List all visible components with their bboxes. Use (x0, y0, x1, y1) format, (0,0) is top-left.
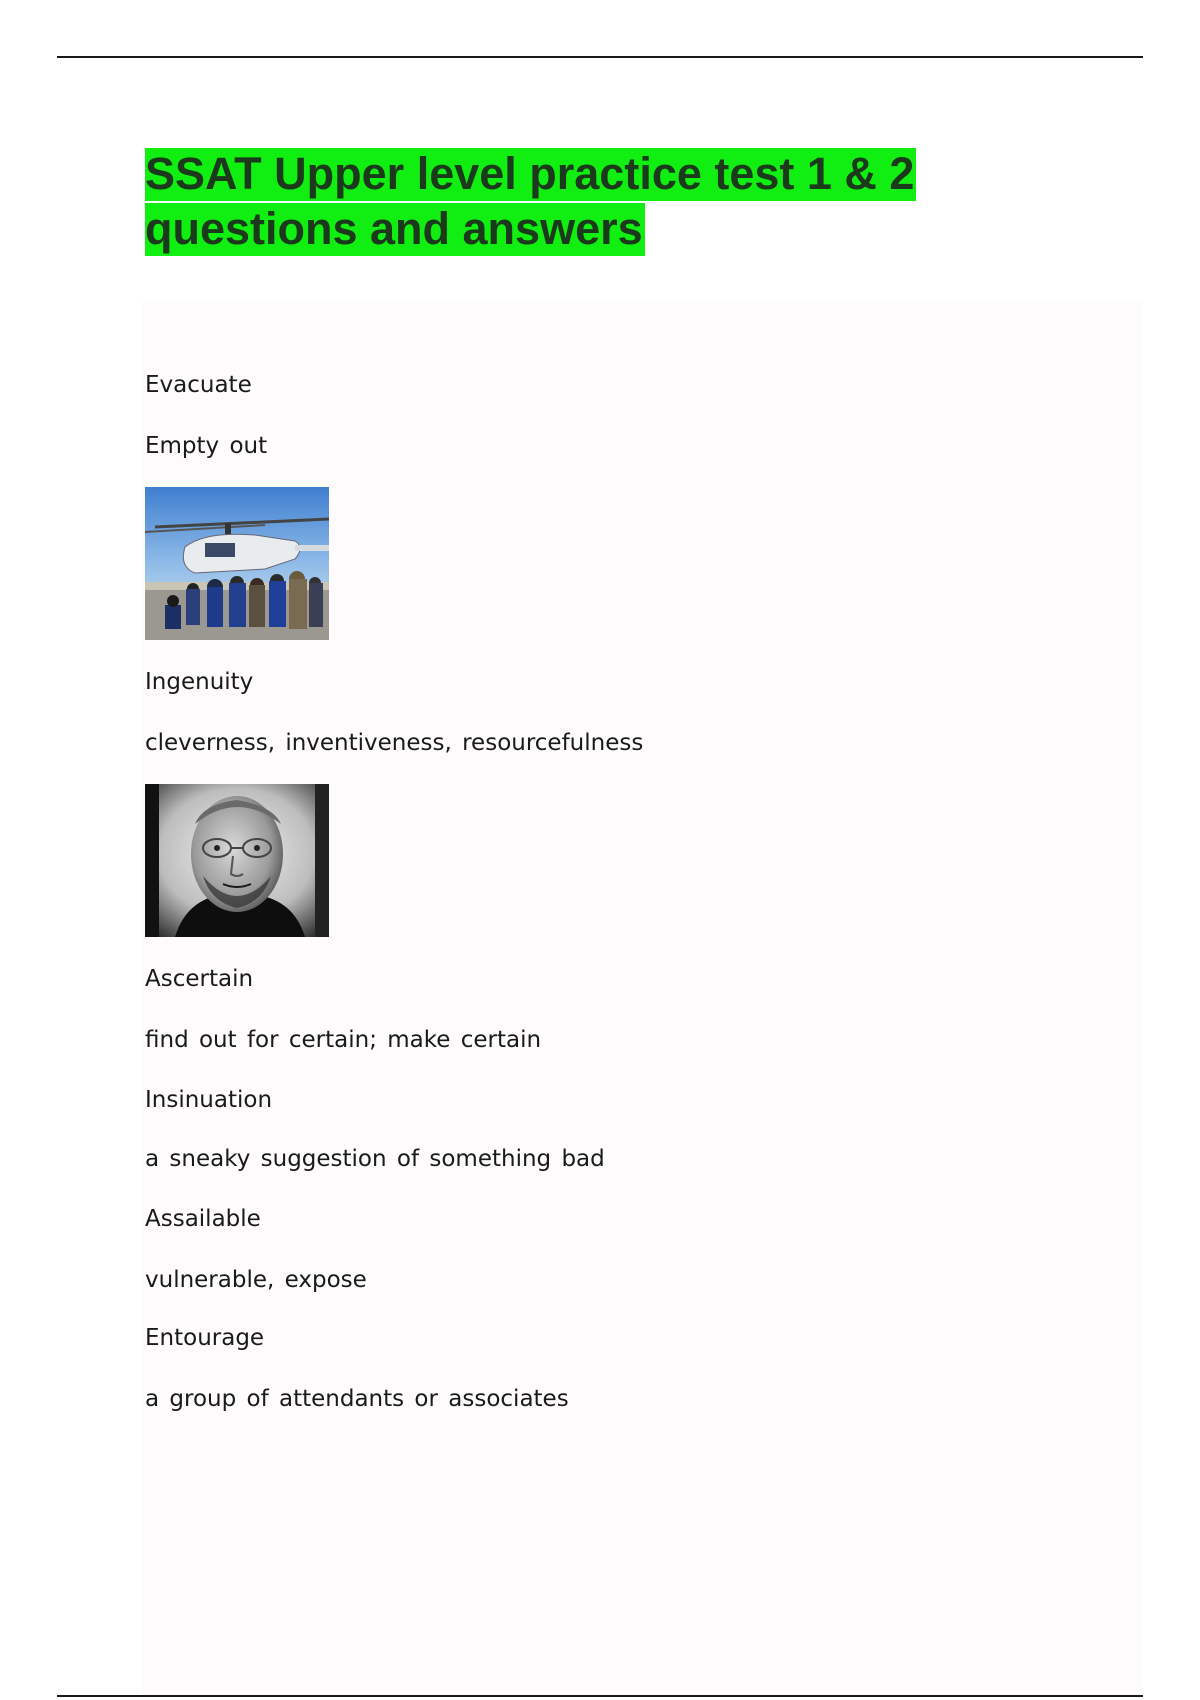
card-term-insinuation: Insinuation (145, 1087, 273, 1113)
card-term-entourage: Entourage (145, 1325, 265, 1351)
footer-rule (57, 1695, 1143, 1697)
portrait-photo (145, 784, 329, 937)
card-definition-entourage: a group of attendants or associates (145, 1386, 569, 1412)
header-rule (57, 56, 1143, 58)
card-term-assailable: Assailable (145, 1206, 261, 1232)
document-title (145, 146, 1045, 256)
card-term-ascertain: Ascertain (145, 966, 254, 992)
card-term-evacuate: Evacuate (145, 372, 252, 398)
card-definition-insinuation: a sneaky suggestion of something bad (145, 1146, 605, 1172)
card-definition-evacuate: Empty out (145, 433, 268, 459)
card-term-ingenuity: Ingenuity (145, 669, 254, 695)
title-highlight-line-2: questions and answers (145, 203, 643, 254)
card-definition-assailable: vulnerable, expose (145, 1267, 367, 1293)
card-definition-ascertain: find out for certain; make certain (145, 1027, 542, 1053)
helicopter-evacuation-photo (145, 487, 329, 640)
title-highlight-line-1: SSAT Upper level practice test 1 & 2 (145, 148, 915, 199)
card-definition-ingenuity: cleverness, inventiveness, resourcefulness (145, 730, 644, 756)
